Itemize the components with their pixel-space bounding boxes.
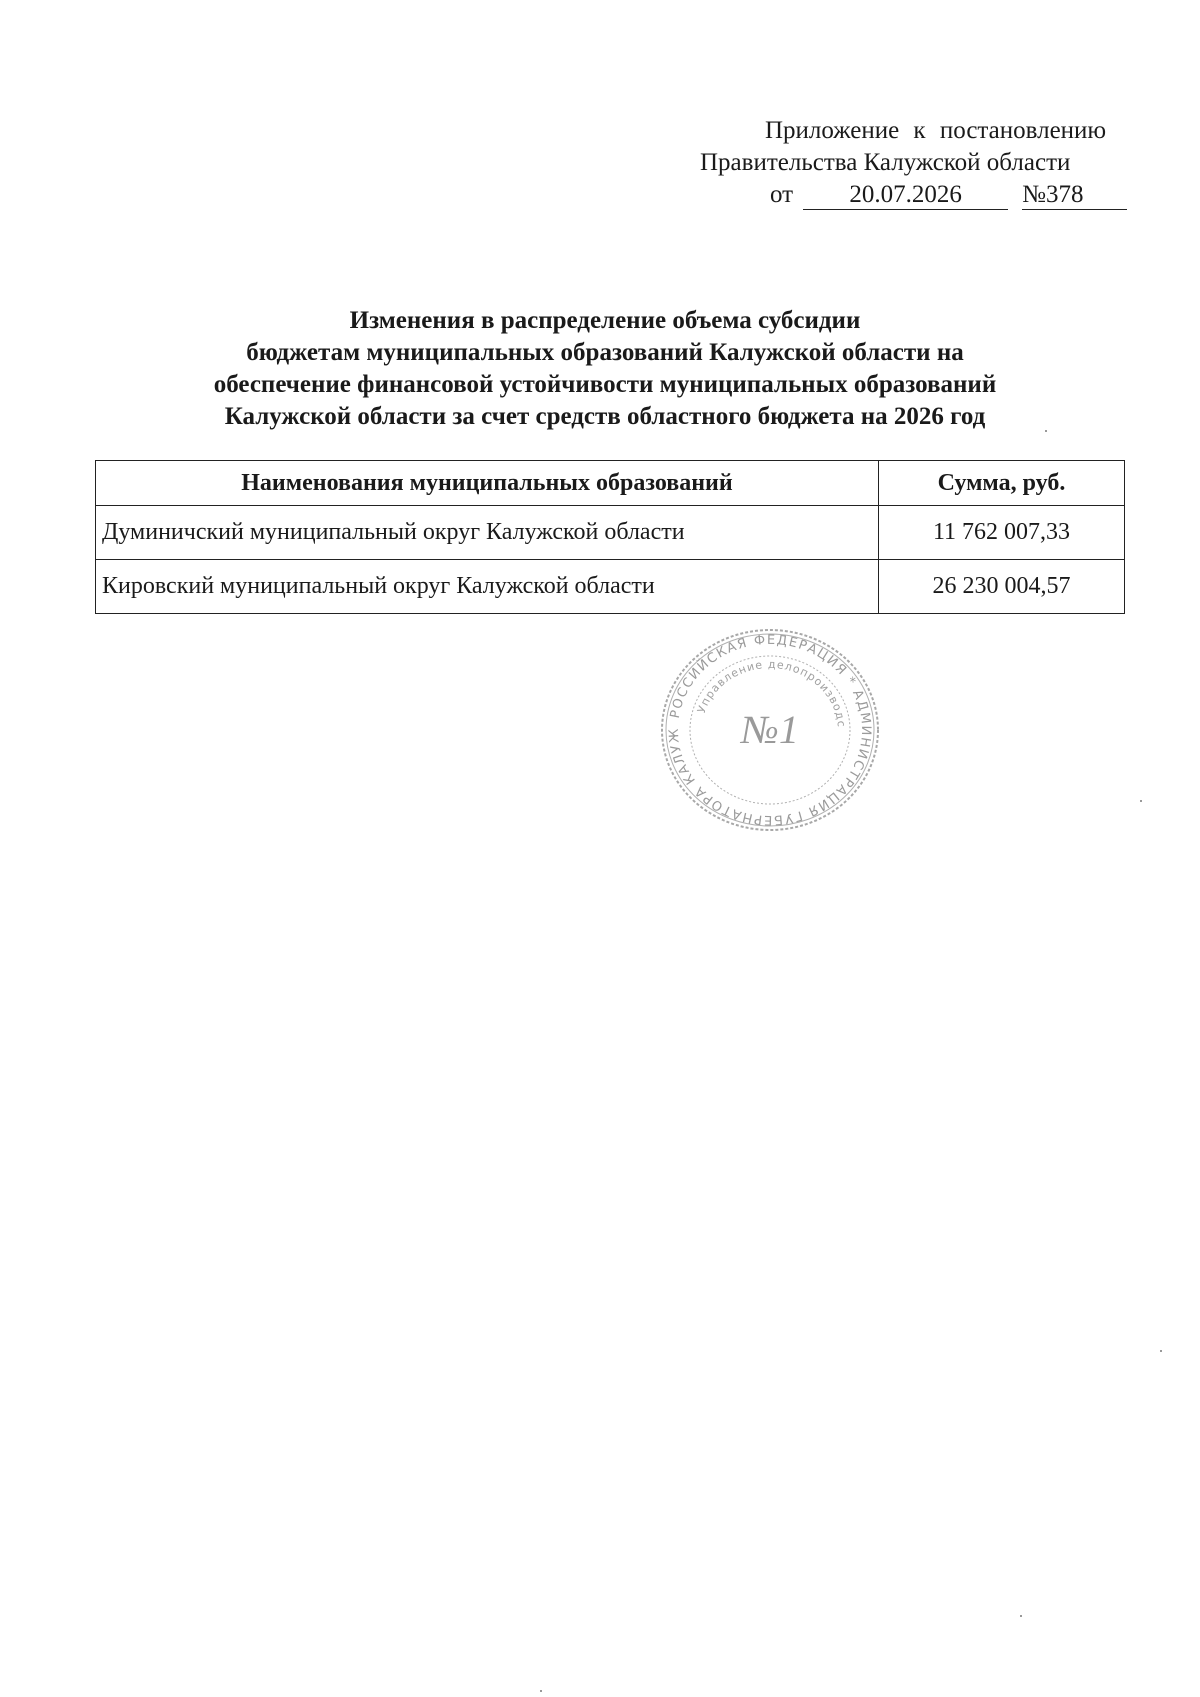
appendix-line-2: Правительства Калужской области xyxy=(700,149,1071,176)
seal-center-number: №1 xyxy=(741,707,799,752)
appendix-header xyxy=(700,115,1140,211)
row-name: Думиничский муниципальный округ Калужской области xyxy=(96,506,879,560)
header-amount: Сумма, руб. xyxy=(879,461,1125,506)
appendix-line-3 xyxy=(700,179,1140,211)
row-amount: 26 230 004,57 xyxy=(879,560,1125,614)
header-name: Наименования муниципальных образований xyxy=(96,461,879,506)
from-label: от xyxy=(770,181,794,208)
seal-inner-text: Управление делопроизводс xyxy=(694,657,849,729)
scan-speck xyxy=(540,1690,542,1692)
scan-speck xyxy=(1140,800,1142,802)
table-header-row xyxy=(96,461,1125,506)
resolution-date: 20.07.2026 xyxy=(803,181,1008,210)
seal-outer-text: РОССИЙСКАЯ ФЕДЕРАЦИЯ * АДМИНИСТРАЦИЯ ГУБЕРНАТОРА КАЛУЖ xyxy=(666,632,874,828)
title-line-3: обеспечение финансовой устойчивости муниципальных образований xyxy=(213,371,997,398)
appendix-line-1: Приложение к постановлению xyxy=(765,117,1107,144)
scan-speck xyxy=(1045,430,1047,432)
document-title xyxy=(90,305,1120,433)
resolution-number: №378 xyxy=(1022,181,1127,210)
title-line-1: Изменения в распределение объема субсидии xyxy=(349,307,861,334)
row-name: Кировский муниципальный округ Калужской области xyxy=(96,560,879,614)
scan-speck xyxy=(1160,1350,1162,1352)
table-row xyxy=(96,506,1125,560)
seal-graphic xyxy=(655,625,885,835)
title-line-4: Калужской области за счет средств областного бюджета на 2026 год xyxy=(224,403,986,430)
title-line-2: бюджетам муниципальных образований Калужской области на xyxy=(246,339,964,366)
official-seal-stamp xyxy=(655,625,885,835)
table-row xyxy=(96,560,1125,614)
row-amount: 11 762 007,33 xyxy=(879,506,1125,560)
subsidy-table xyxy=(95,460,1125,614)
scan-speck xyxy=(1020,1615,1022,1617)
